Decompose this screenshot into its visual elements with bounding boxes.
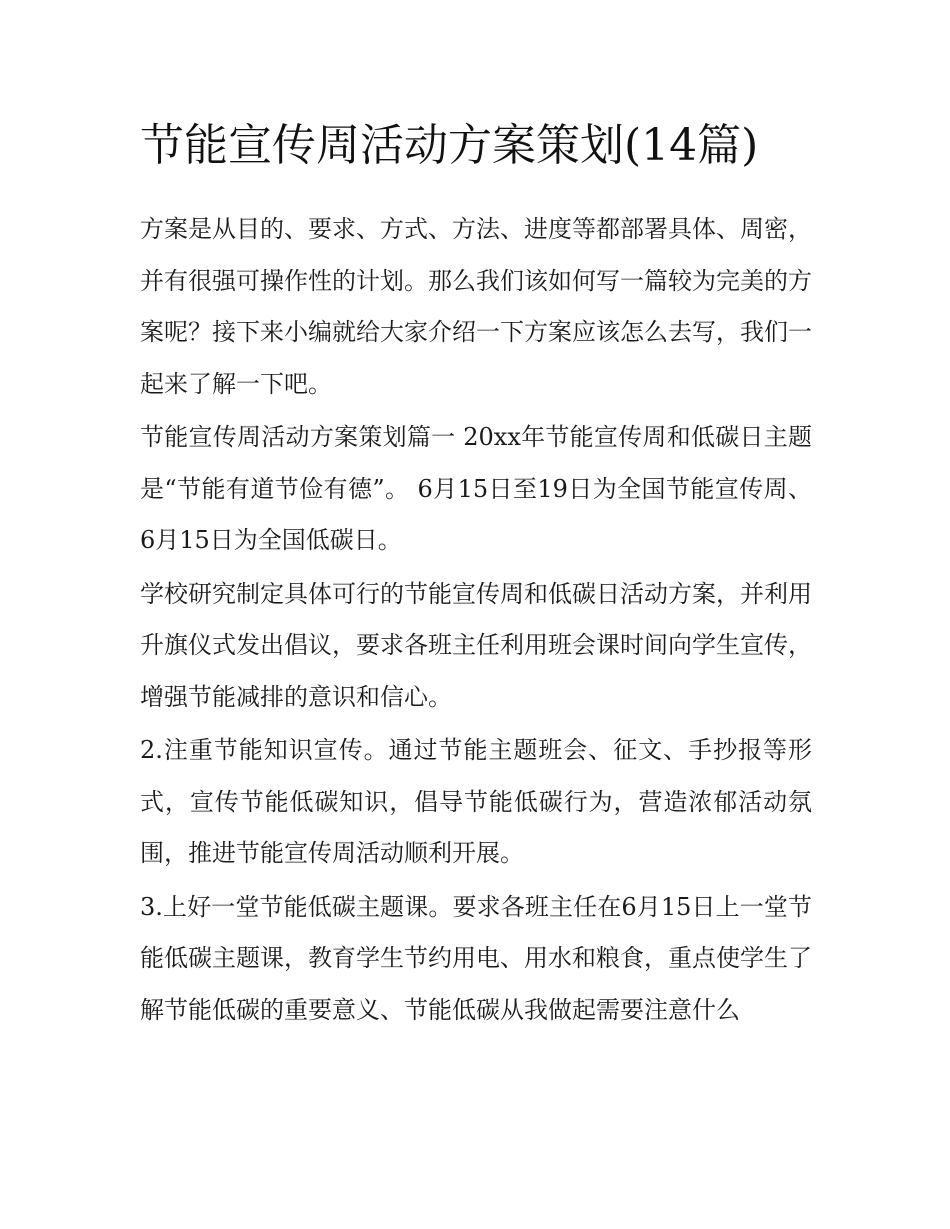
document-body (140, 112, 812, 1038)
paragraph-intro: 方案是从目的、要求、方式、方法、进度等都部署具体、周密，并有很强可操作性的计划。那么我们该如何写一篇较为完美的方案呢？接下来小编就给大家介绍一下方案应该怎么去写，我们一起来了解一下吧。 (140, 215, 812, 398)
paragraph-lesson: 3.上好一堂节能低碳主题课。要求各班主任在6月15日上一堂节能低碳主题课，教育学生节约用电、用水和粮食，重点使学生了解节能低碳的重要意义、节能低碳从我做起需要注意什么 (140, 892, 812, 1024)
document-title: 节能宣传周活动方案策划(14篇) (140, 120, 759, 171)
paragraph-theme: 节能宣传周活动方案策划篇一 20xx年节能宣传周和低碳日主题是“节能有道节俭有德”。 6月15日至19日为全国节能宣传周、6月15日为全国低碳日。 (140, 423, 812, 554)
paragraph-plan: 学校研究制定具体可行的节能宣传周和低碳日活动方案，并利用升旗仪式发出倡议，要求各班主任利用班会课时间向学生宣传，增强节能减排的意识和信心。 (140, 579, 812, 711)
paragraph-knowledge: 2.注重节能知识宣传。通过节能主题班会、征文、手抄报等形式，宣传节能低碳知识，倡导节能低碳行为，营造浓郁活动氛围，推进节能宣传周活动顺利开展。 (140, 736, 812, 867)
